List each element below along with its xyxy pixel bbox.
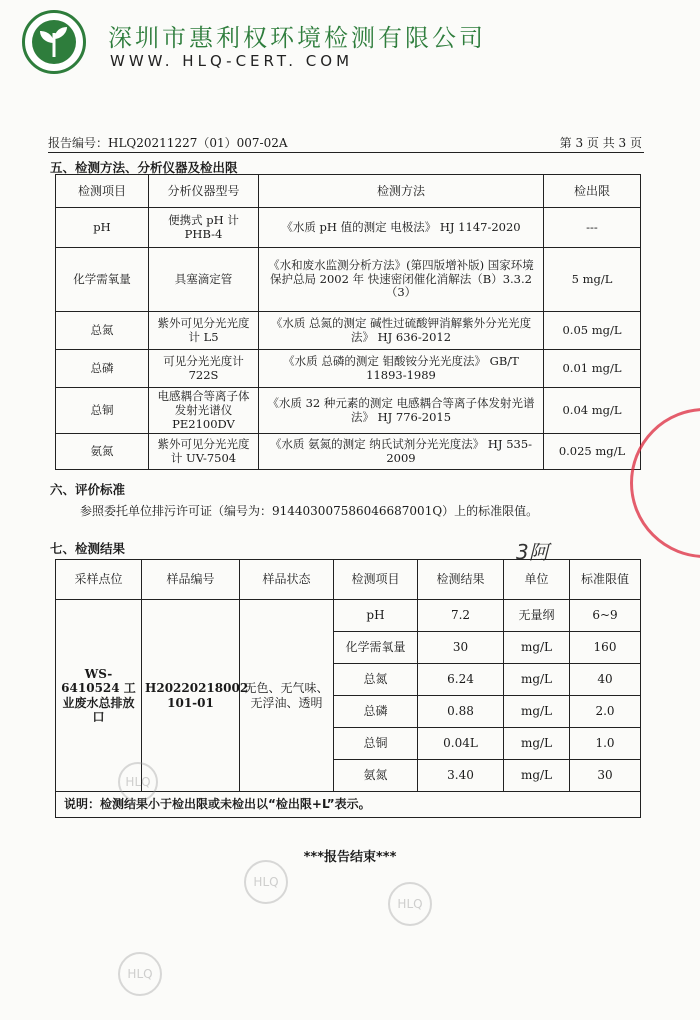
hlq-watermark: HLQ [118,762,158,802]
report-number: 报告编号：HLQ20211227（01）007-02A [48,136,288,150]
methods-row [56,208,641,248]
methods-table [55,174,641,470]
result-item: 总铜 [334,728,418,760]
result-unit: mg/L [504,664,570,696]
methods-header-cell: 检测方法 [259,175,544,208]
result-limit: 160 [570,632,641,664]
result-value: 30 [418,632,504,664]
results-header-cell: 采样点位 [56,560,142,600]
results-header-cell: 样品编号 [142,560,240,600]
result-item: 总磷 [334,696,418,728]
method-instrument: 便携式 pH 计 PHB-4 [149,208,259,248]
method-limit: 5 mg/L [544,248,641,312]
report-end-mark: ***报告结束*** [303,850,397,865]
methods-header-cell: 分析仪器型号 [149,175,259,208]
method-instrument: 可见分光光度计 722S [149,350,259,388]
sample-state: 无色、无气味、无浮油、透明 [240,600,334,792]
results-note: 说明：检测结果小于检出限或未检出以“检出限+L”表示。 [56,792,641,818]
result-unit: mg/L [504,728,570,760]
results-header-cell: 单位 [504,560,570,600]
company-website: WWW. HLQ-CERT. COM [110,52,354,70]
method-item: 总氮 [56,312,149,350]
company-logo [22,10,86,74]
result-value: 0.88 [418,696,504,728]
method-text: 《水和废水监测分析方法》(第四版增补版) 国家环境保护总局 2002 年 快速密闭催化消解法（B）3.3.2（3） [259,248,544,312]
method-instrument: 具塞滴定管 [149,248,259,312]
section5-title: 五、检测方法、分析仪器及检出限 [50,160,238,175]
result-limit: 40 [570,664,641,696]
methods-header-cell: 检出限 [544,175,641,208]
result-item: 总氮 [334,664,418,696]
method-instrument: 电感耦合等离子体发射光谱仪 PE2100DV [149,388,259,434]
method-text: 《水质 总磷的测定 钼酸铵分光光度法》 GB/T 11893-1989 [259,350,544,388]
result-limit: 1.0 [570,728,641,760]
method-limit: 0.025 mg/L [544,434,641,470]
method-limit: 0.01 mg/L [544,350,641,388]
result-item: pH [334,600,418,632]
results-header-cell: 检测结果 [418,560,504,600]
handwritten-note: 3阿 [516,540,549,564]
method-instrument: 紫外可见分光光度计 UV-7504 [149,434,259,470]
leaf-logo-icon [25,13,83,71]
method-text: 《水质 32 种元素的测定 电感耦合等离子体发射光谱法》 HJ 776-2015 [259,388,544,434]
method-item: 总磷 [56,350,149,388]
result-unit: 无量纲 [504,600,570,632]
hlq-watermark: HLQ [388,882,432,926]
result-value: 3.40 [418,760,504,792]
method-item: pH [56,208,149,248]
result-unit: mg/L [504,696,570,728]
method-limit: --- [544,208,641,248]
result-item: 氨氮 [334,760,418,792]
methods-header-row [56,175,641,208]
method-text: 《水质 pH 值的测定 电极法》 HJ 1147-2020 [259,208,544,248]
method-item: 总铜 [56,388,149,434]
method-item: 化学需氧量 [56,248,149,312]
method-limit: 0.04 mg/L [544,388,641,434]
methods-row [56,434,641,470]
method-text: 《水质 氨氮的测定 纳氏试剂分光光度法》 HJ 535-2009 [259,434,544,470]
results-header-cell: 检测项目 [334,560,418,600]
hlq-watermark: HLQ [244,860,288,904]
method-item: 氨氮 [56,434,149,470]
methods-row [56,312,641,350]
results-header-cell: 样品状态 [240,560,334,600]
result-limit: 2.0 [570,696,641,728]
results-row [56,600,641,632]
methods-row [56,350,641,388]
results-header-row [56,560,641,600]
methods-header-cell: 检测项目 [56,175,149,208]
company-name: 深圳市惠利权环境检测有限公司 [108,24,486,52]
result-item: 化学需氧量 [334,632,418,664]
result-value: 6.24 [418,664,504,696]
result-limit: 6~9 [570,600,641,632]
method-text: 《水质 总氮的测定 碱性过硫酸钾消解紫外分光光度法》 HJ 636-2012 [259,312,544,350]
methods-row [56,248,641,312]
sample-id: H20220218002 101-01 [142,600,240,792]
section7-title: 七、检测结果 [50,541,126,556]
sample-point: WS-6410524 工业废水总排放口 [56,600,142,792]
result-unit: mg/L [504,760,570,792]
evaluation-standard-text: 参照委托单位排污许可证（编号为：914403007586046687001Q）上的标准限值。 [80,504,539,518]
methods-row [56,388,641,434]
result-value: 7.2 [418,600,504,632]
header-rule [48,152,644,153]
hlq-watermark: HLQ [118,952,162,996]
result-unit: mg/L [504,632,570,664]
page-indicator: 第 3 页 共 3 页 [559,136,642,150]
result-value: 0.04L [418,728,504,760]
results-header-cell: 标准限值 [570,560,641,600]
report-meta [48,134,642,151]
section6-title: 六、评价标准 [50,482,126,497]
method-limit: 0.05 mg/L [544,312,641,350]
result-limit: 30 [570,760,641,792]
method-instrument: 紫外可见分光光度计 L5 [149,312,259,350]
